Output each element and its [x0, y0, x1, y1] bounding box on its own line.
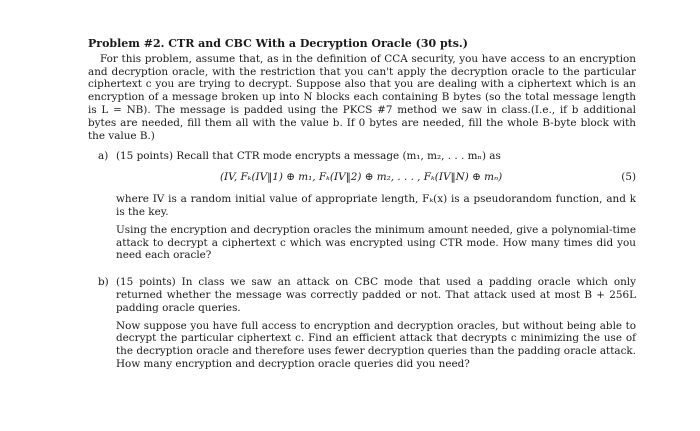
part-b — [88, 276, 636, 371]
part-a-task: Using the encryption and decryption oracles the minimum amount needed, give a polynomial-time attack to decrypt a ciphertext c which was encrypted using CTR mode. How many times did you need each oracle? — [116, 223, 636, 262]
part-a-definitions: where IV is a random initial value of appropriate length, Fₖ(x) is a pseudorandom function, and k is the key. — [116, 193, 636, 218]
ctr-equation — [116, 171, 636, 185]
problem-intro: For this problem, assume that, as in the definition of CCA security, you have access to an encryption and decryption oracle, with the restriction that you can't apply the decryption oracle to the particular ciphertext c you are trying to decrypt. Suppose also that you are dealing with a ciphertext which is an encryption of a message broken up into N blocks each containing B bytes (so the total message length is L = NB). The message is padded using the PKCS #7 method we saw in class.(I.e., if b additional bytes are needed, fill them all with the value b. If 0 bytes are needed, fill the whole B-byte block with the value B.) — [88, 52, 636, 142]
part-a — [88, 150, 636, 262]
part-a-question: (15 points) Recall that CTR mode encrypts a message (m₁, m₂, . . . mₙ) as — [116, 150, 501, 163]
equation-number: (5) — [621, 171, 636, 184]
problem-title: Problem #2. CTR and CBC With a Decryption Oracle (30 pts.) — [88, 37, 468, 50]
problem-page — [88, 38, 636, 371]
part-b-task: Now suppose you have full access to encryption and decryption oracles, but without being able to decrypt the particular ciphertext c. Find an efficient attack that decrypts c minimizing the use of the decryption oracle and therefore uses fewer decryption queries than the padding oracle attack. How many encryption and decryption oracle queries did you need? — [116, 319, 636, 370]
part-b-label: b) — [98, 276, 109, 289]
ctr-equation-body: (IV, Fₖ(IV‖1) ⊕ m₁, Fₖ(IV‖2) ⊕ m₂, . . . , Fₖ(IV‖N) ⊕ mₙ) — [220, 171, 503, 184]
part-b-question: (15 points) In class we saw an attack on CBC mode that used a padding oracle which only returned whether the message was correctly padded or not. That attack used at most B + 256L padding oracle queries. — [116, 276, 636, 314]
part-a-label: a) — [98, 150, 109, 163]
